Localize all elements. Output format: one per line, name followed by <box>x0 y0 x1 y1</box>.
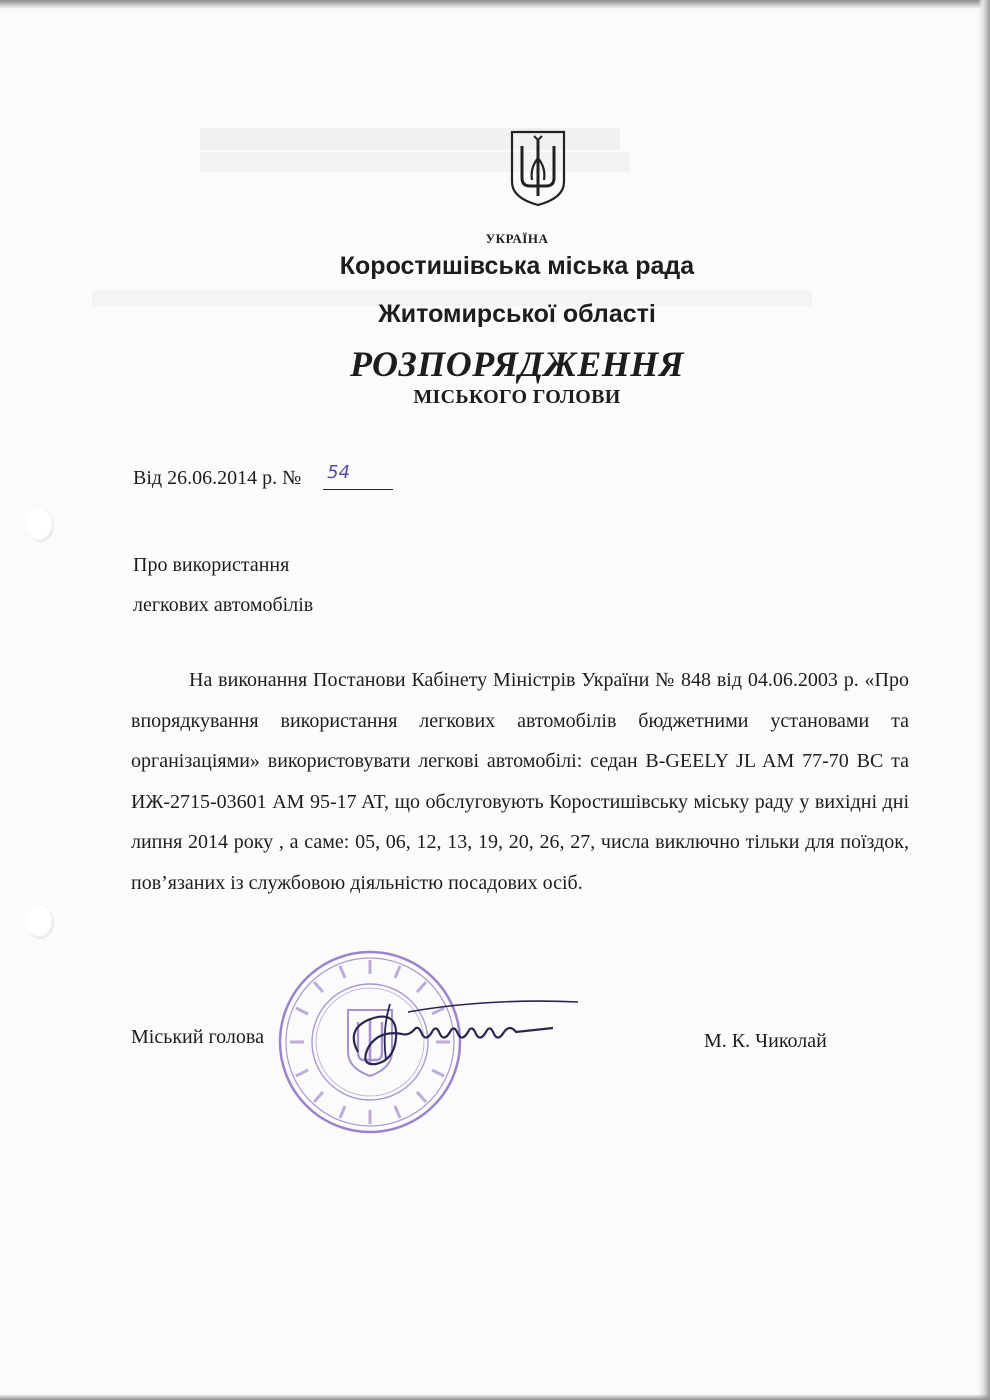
document-type: РОЗПОРЯДЖЕННЯ <box>349 344 685 384</box>
country-label: УКРАЇНА <box>485 231 549 246</box>
trident-icon <box>508 128 568 208</box>
oblast-name: Житомирської області <box>378 300 656 328</box>
date-number-line <box>133 462 393 490</box>
handwritten-signature <box>338 990 583 1075</box>
scan-bottom-edge <box>0 1394 990 1400</box>
signer-title: Міський голова <box>131 1026 264 1048</box>
scan-top-edge <box>0 0 990 9</box>
body-paragraph: На виконання Постанови Кабінету Міністрів України № 848 від 04.06.2003 р. «Про впорядкування використання легкових автомобілів бюджетними установами та організаціями» використовувати легкові автомобілі: седан B-GEELY JL AM 77-70 BC та ИЖ-2715-03601 AM 95-17 AT, що обслуговують Коростишівську міську раду у вихідні дні липня 2014 року , а саме: 05, 06, 12, 13, 19, 20, 26, 27, числа виключно тільки для поїздок, пов’язаних із службовою діяльністю посадових осіб. <box>131 669 909 894</box>
document-number: 54 <box>327 462 351 483</box>
punch-hole-top <box>26 508 54 542</box>
signer-name: М. К. Чиколай <box>704 1030 827 1052</box>
document-subtitle: МІСЬКОГО ГОЛОВИ <box>413 386 621 408</box>
subject-line-2: легкових автомобілів <box>133 594 314 616</box>
subject-block <box>133 545 313 625</box>
punch-hole-bottom <box>26 905 54 939</box>
date-label: Від 26.06.2014 р. № <box>133 467 302 489</box>
subject-line-1: Про використання <box>133 554 290 576</box>
document-number-field <box>323 462 393 490</box>
council-name: Коростишівська міська рада <box>339 252 695 280</box>
scan-right-edge <box>978 0 990 1400</box>
